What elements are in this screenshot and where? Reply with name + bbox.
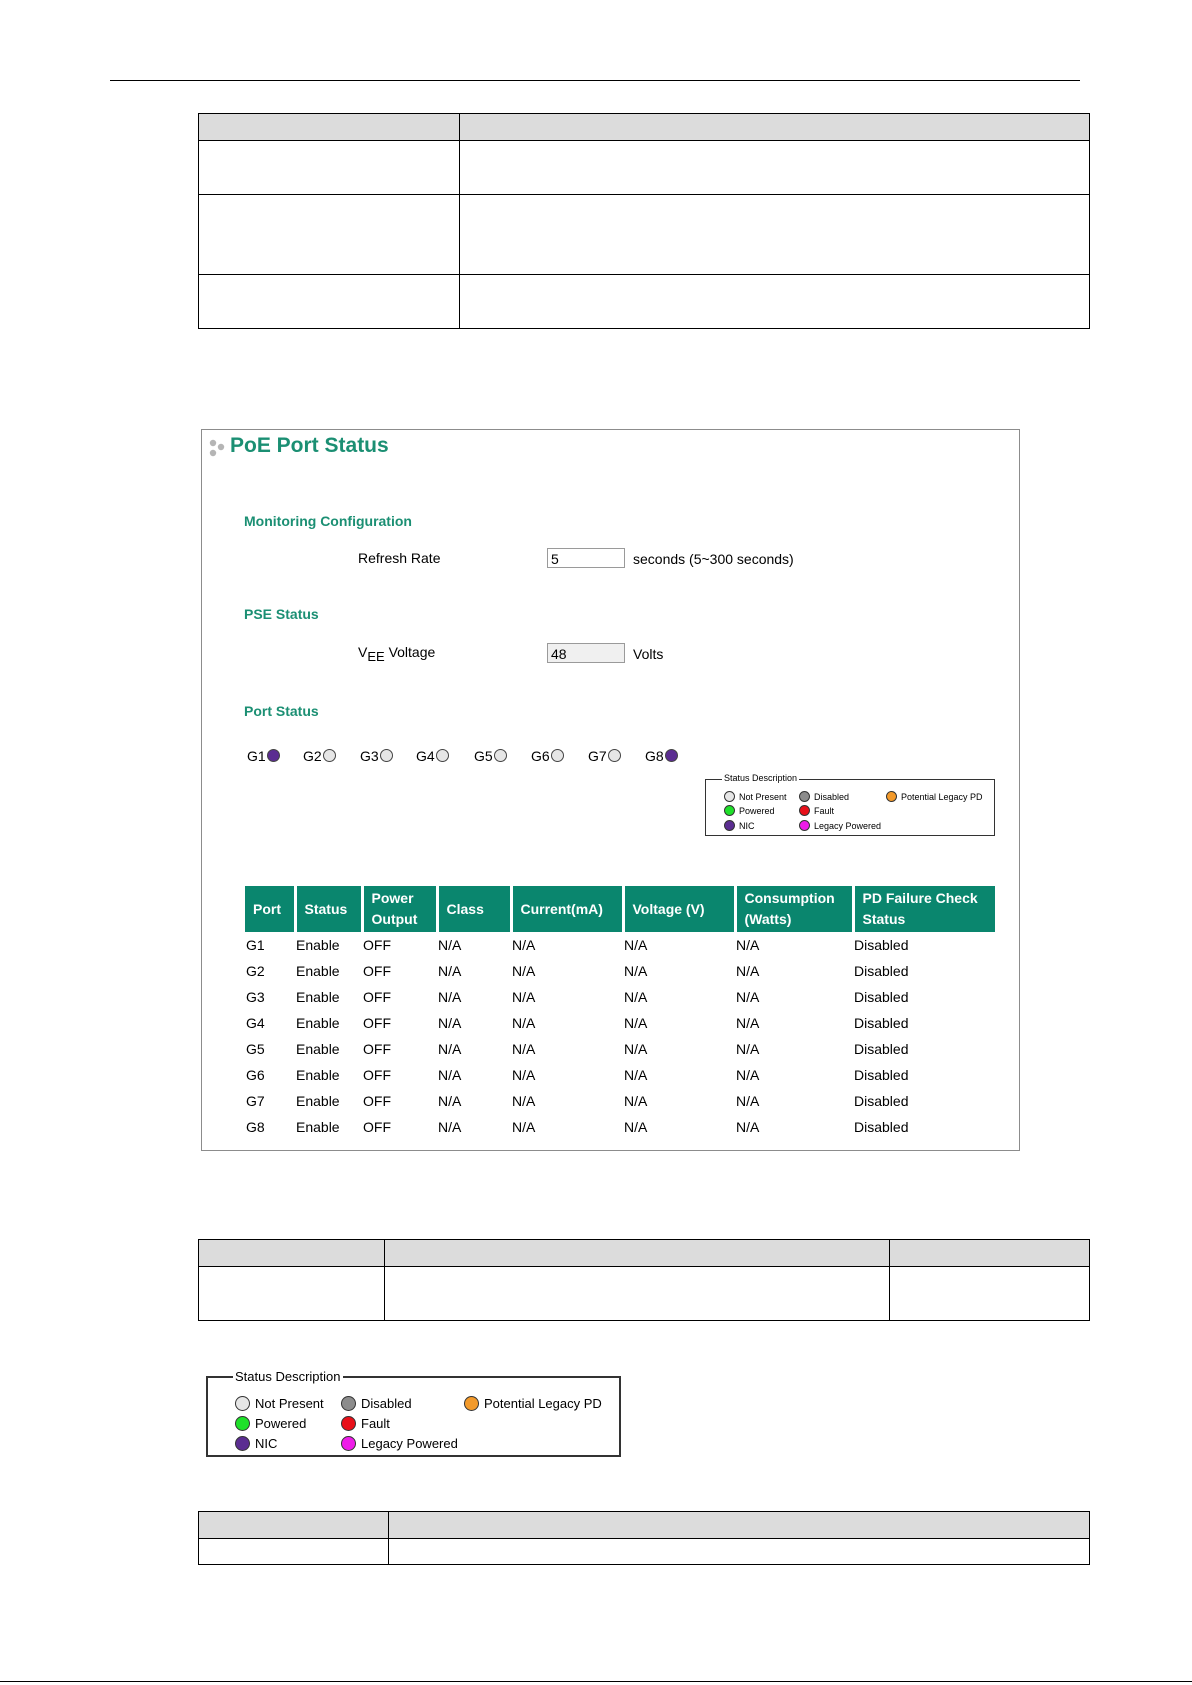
cell-port: G2 — [246, 963, 265, 979]
cell-power: OFF — [363, 1067, 391, 1083]
cell-port: G6 — [246, 1067, 265, 1083]
cell-pd: Disabled — [854, 1067, 909, 1083]
legend-label: Powered — [739, 806, 775, 816]
legend-item-not-present — [724, 791, 787, 802]
cell-status: Enable — [296, 937, 340, 953]
middle-table-header-2 — [385, 1240, 890, 1267]
table-row — [245, 958, 995, 984]
legend-item-fault — [341, 1416, 390, 1431]
legacy-powered-dot-icon — [799, 820, 810, 831]
cell-port: G1 — [246, 937, 265, 953]
legend-label: Disabled — [361, 1396, 412, 1411]
cell-current: N/A — [512, 1041, 536, 1057]
not-present-dot-icon — [235, 1396, 250, 1411]
bottom-table — [198, 1511, 1090, 1565]
top-table-header-1 — [199, 114, 460, 141]
middle-table-header-1 — [199, 1240, 385, 1267]
bottom-table-cell — [199, 1539, 389, 1565]
legend-item-nic — [235, 1436, 277, 1451]
cell-current: N/A — [512, 1015, 536, 1031]
cell-voltage: N/A — [624, 1015, 648, 1031]
legend-title: Status Description — [724, 773, 798, 783]
port-status-table — [245, 886, 995, 1140]
legend-label: NIC — [255, 1436, 278, 1451]
cell-port: G4 — [246, 1015, 265, 1031]
top-table-cell — [199, 275, 460, 329]
cell-pd: Disabled — [854, 963, 909, 979]
disabled-dot-icon — [341, 1396, 356, 1411]
cell-status: Enable — [296, 1093, 340, 1109]
powered-dot-icon — [724, 805, 735, 816]
legend-label: Potential Legacy PD — [484, 1396, 602, 1411]
cell-status: Enable — [296, 1119, 340, 1135]
middle-table-cell — [890, 1267, 1090, 1321]
vee-voltage-prefix: V — [358, 644, 368, 660]
col-header-consumption — [735, 886, 853, 932]
cell-voltage: N/A — [624, 937, 648, 953]
cell-class: N/A — [438, 1041, 462, 1057]
legend-item-disabled — [341, 1396, 412, 1411]
poe-port-status-panel — [201, 429, 1020, 1151]
cell-current: N/A — [512, 937, 536, 953]
status-dot-icon — [551, 749, 564, 762]
port-label: G4 — [416, 748, 435, 764]
cell-power: OFF — [363, 963, 391, 979]
cell-port: G8 — [246, 1119, 265, 1135]
cell-power: OFF — [363, 1119, 391, 1135]
page-title: PoE Port Status — [230, 434, 389, 457]
legend-label: Legacy Powered — [361, 1436, 458, 1451]
cell-status: Enable — [296, 989, 340, 1005]
header-line: Consumption — [744, 890, 835, 906]
cell-consumption: N/A — [736, 937, 760, 953]
legend-item-legacy-powered — [341, 1436, 458, 1451]
status-dot-icon — [665, 749, 678, 762]
powered-dot-icon — [235, 1416, 250, 1431]
cell-port: G3 — [246, 989, 265, 1005]
legend-label: Disabled — [814, 792, 850, 802]
cell-consumption: N/A — [736, 963, 760, 979]
cell-current: N/A — [512, 1067, 536, 1083]
top-table-header-2 — [460, 114, 1090, 141]
status-dot-icon — [267, 749, 280, 762]
potential-legacy-dot-icon — [886, 791, 897, 802]
legend-item-not-present — [235, 1396, 324, 1411]
port-label: G6 — [531, 748, 550, 764]
col-header-class: Class — [437, 886, 511, 932]
cell-current: N/A — [512, 963, 536, 979]
status-dot-icon — [494, 749, 507, 762]
port-indicator — [645, 748, 678, 764]
cell-power: OFF — [363, 1041, 391, 1057]
legend-item-nic — [724, 820, 755, 831]
col-header-current: Current(mA) — [511, 886, 623, 932]
middle-table — [198, 1239, 1090, 1321]
cell-consumption: N/A — [736, 1067, 760, 1083]
cell-consumption: N/A — [736, 1015, 760, 1031]
vee-voltage-unit: Volts — [633, 646, 664, 662]
cell-voltage: N/A — [624, 1093, 648, 1109]
pse-heading: PSE Status — [244, 606, 319, 622]
cell-pd: Disabled — [854, 937, 909, 953]
not-present-dot-icon — [724, 791, 735, 802]
top-table-cell — [460, 141, 1090, 195]
cell-power: OFF — [363, 937, 391, 953]
cell-power: OFF — [363, 989, 391, 1005]
disabled-dot-icon — [799, 791, 810, 802]
port-label: G5 — [474, 748, 493, 764]
footer-rule — [0, 1681, 1192, 1682]
middle-table-cell — [199, 1267, 385, 1321]
cell-pd: Disabled — [854, 1093, 909, 1109]
cell-current: N/A — [512, 1119, 536, 1135]
port-label: G7 — [588, 748, 607, 764]
port-label: G8 — [645, 748, 664, 764]
nic-dot-icon — [235, 1436, 250, 1451]
status-dot-icon — [323, 749, 336, 762]
refresh-rate-label: Refresh Rate — [358, 550, 441, 566]
port-indicator — [474, 748, 507, 764]
cell-consumption: N/A — [736, 1119, 760, 1135]
port-indicator — [247, 748, 280, 764]
cell-status: Enable — [296, 1041, 340, 1057]
legend-item-disabled — [799, 791, 849, 802]
cell-class: N/A — [438, 1067, 462, 1083]
col-header-port: Port — [245, 886, 295, 932]
legend-label: Not Present — [739, 792, 787, 802]
cell-class: N/A — [438, 1093, 462, 1109]
cell-status: Enable — [296, 1067, 340, 1083]
cell-current: N/A — [512, 989, 536, 1005]
col-header-power-output — [362, 886, 437, 932]
status-legend-small — [705, 773, 995, 836]
potential-legacy-dot-icon — [464, 1396, 479, 1411]
legend-title: Status Description — [235, 1369, 341, 1384]
cell-pd: Disabled — [854, 1041, 909, 1057]
table-row — [245, 1036, 995, 1062]
table-row — [245, 1010, 995, 1036]
table-row — [245, 984, 995, 1010]
title-dots-icon — [207, 438, 229, 460]
legend-item-potential-legacy — [886, 791, 983, 802]
cell-port: G5 — [246, 1041, 265, 1057]
refresh-rate-input[interactable]: 5 — [547, 548, 625, 568]
refresh-rate-unit: seconds (5~300 seconds) — [633, 551, 794, 567]
legend-item-potential-legacy — [464, 1396, 602, 1411]
nic-dot-icon — [724, 820, 735, 831]
cell-pd: Disabled — [854, 1015, 909, 1031]
legend-item-fault — [799, 805, 834, 816]
fault-dot-icon — [799, 805, 810, 816]
vee-voltage-label — [358, 644, 435, 664]
cell-class: N/A — [438, 1015, 462, 1031]
status-dot-icon — [608, 749, 621, 762]
legend-label: Fault — [814, 806, 835, 816]
cell-class: N/A — [438, 989, 462, 1005]
cell-consumption: N/A — [736, 989, 760, 1005]
status-legend-large — [206, 1369, 621, 1457]
legend-item-legacy-powered — [799, 820, 881, 831]
cell-voltage: N/A — [624, 1041, 648, 1057]
port-label: G2 — [303, 748, 322, 764]
table-row — [245, 932, 995, 958]
status-dot-icon — [380, 749, 393, 762]
cell-class: N/A — [438, 1119, 462, 1135]
middle-table-cell — [385, 1267, 890, 1321]
port-indicator — [416, 748, 449, 764]
header-rule — [110, 80, 1080, 81]
port-label: G3 — [360, 748, 379, 764]
legend-label: Powered — [255, 1416, 307, 1431]
port-indicator — [303, 748, 336, 764]
cell-status: Enable — [296, 1015, 340, 1031]
status-dot-icon — [436, 749, 449, 762]
cell-status: Enable — [296, 963, 340, 979]
cell-power: OFF — [363, 1015, 391, 1031]
col-header-status: Status — [295, 886, 362, 932]
header-line: (Watts) — [744, 911, 792, 927]
header-line: PD Failure Check — [862, 890, 978, 906]
top-table — [198, 113, 1090, 329]
bottom-table-cell — [389, 1539, 1090, 1565]
legacy-powered-dot-icon — [341, 1436, 356, 1451]
cell-power: OFF — [363, 1093, 391, 1109]
monitoring-heading: Monitoring Configuration — [244, 513, 412, 529]
legend-item-powered — [235, 1416, 306, 1431]
vee-voltage-suffix: Voltage — [384, 644, 436, 660]
cell-voltage: N/A — [624, 1067, 648, 1083]
cell-consumption: N/A — [736, 1041, 760, 1057]
port-status-heading: Port Status — [244, 703, 319, 719]
cell-consumption: N/A — [736, 1093, 760, 1109]
vee-voltage-sub: EE — [367, 648, 385, 664]
cell-voltage: N/A — [624, 1119, 648, 1135]
table-row — [245, 1062, 995, 1088]
top-table-cell — [199, 195, 460, 275]
legend-label: Fault — [361, 1416, 390, 1431]
header-line: Status — [862, 911, 906, 927]
port-indicator — [531, 748, 564, 764]
port-indicator — [588, 748, 621, 764]
cell-voltage: N/A — [624, 963, 648, 979]
vee-voltage-input: 48 — [547, 643, 625, 663]
bottom-table-header-1 — [199, 1512, 389, 1539]
table-row — [245, 1088, 995, 1114]
cell-current: N/A — [512, 1093, 536, 1109]
legend-label: Legacy Powered — [814, 821, 882, 831]
legend-item-powered — [724, 805, 775, 816]
cell-class: N/A — [438, 963, 462, 979]
top-table-cell — [460, 195, 1090, 275]
cell-pd: Disabled — [854, 989, 909, 1005]
legend-label: Not Present — [255, 1396, 324, 1411]
port-indicator — [360, 748, 393, 764]
header-line: Output — [371, 911, 418, 927]
legend-label: Potential Legacy PD — [901, 792, 983, 802]
legend-label: NIC — [739, 821, 755, 831]
top-table-cell — [460, 275, 1090, 329]
cell-class: N/A — [438, 937, 462, 953]
header-line: Power — [371, 890, 414, 906]
middle-table-header-3 — [890, 1240, 1090, 1267]
cell-port: G7 — [246, 1093, 265, 1109]
fault-dot-icon — [341, 1416, 356, 1431]
table-row — [245, 1114, 995, 1140]
col-header-voltage: Voltage (V) — [623, 886, 735, 932]
top-table-cell — [199, 141, 460, 195]
port-label: G1 — [247, 748, 266, 764]
bottom-table-header-2 — [389, 1512, 1090, 1539]
col-header-pd-failure — [853, 886, 995, 932]
cell-pd: Disabled — [854, 1119, 909, 1135]
cell-voltage: N/A — [624, 989, 648, 1005]
